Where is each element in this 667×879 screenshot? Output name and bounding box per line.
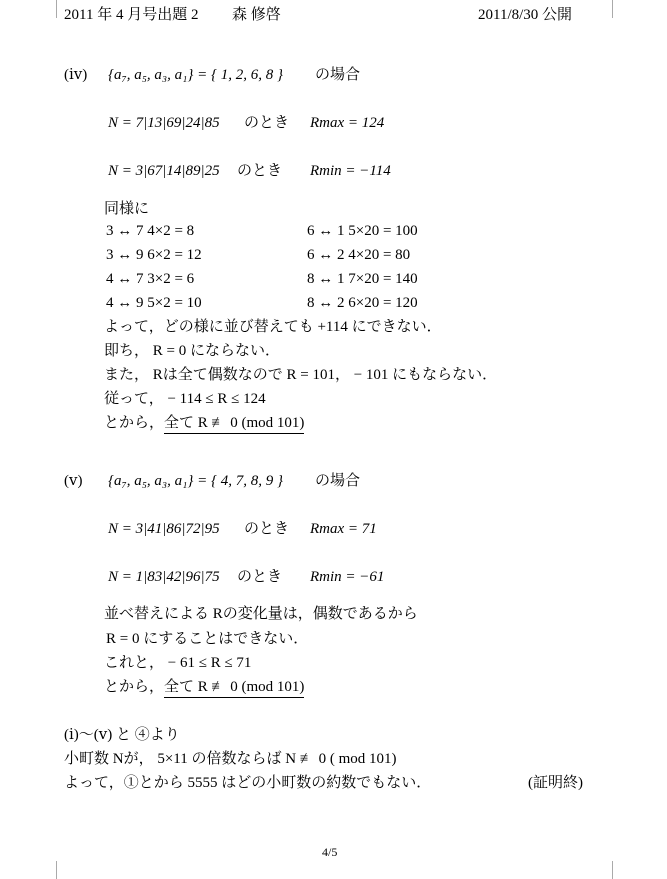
header-left: 2011 年 4 月号出題 2	[64, 7, 199, 23]
case4-conclusion-underlined: 全て R ≢ 0 (mod 101)	[164, 415, 304, 434]
case4-text-3: また， Rは全て偶数なので R = 101， − 101 にもならない．	[104, 367, 498, 383]
case4-swap-left-2: 3 ↔ 9 6×2 = 12	[106, 247, 202, 263]
case5-max-condition: のとき	[244, 521, 290, 537]
case5-min-r: Rmin = −61	[310, 569, 385, 585]
case4-set-suffix: の場合	[315, 67, 361, 83]
case4-min-n: N = 3|67|14|89|25	[108, 163, 220, 179]
case4-min-r: Rmin = −114	[310, 163, 391, 179]
case4-text-4: 従って， − 114 ≤ R ≤ 124	[104, 391, 266, 407]
header-right: 2011/8/30 公開	[478, 7, 573, 23]
case5-text-3: これと， − 61 ≤ R ≤ 71	[104, 655, 252, 671]
case4-swap-left-1: 3 ↔ 7 4×2 = 8	[106, 223, 195, 239]
case5-min-condition: のとき	[237, 569, 283, 585]
case5-max-n: N = 3|41|86|72|95	[108, 521, 220, 537]
final-line-2: 小町数 Nが， 5×11 の倍数ならば N ≢ 0 ( mod 101)	[64, 751, 397, 767]
case4-max-condition: のとき	[244, 115, 290, 131]
crop-mark-bottom-left	[38, 861, 57, 879]
case4-label: (ⅳ)	[64, 67, 88, 83]
case5-min-n: N = 1|83|42|96|75	[108, 569, 220, 585]
case5-conclusion	[104, 680, 304, 695]
crop-mark-top-right	[612, 0, 631, 18]
case5-text-2: R = 0 にすることはできない．	[106, 631, 309, 647]
case4-swap-left-3: 4 ↔ 7 3×2 = 6	[106, 271, 195, 287]
case5-max-r: Rmax = 71	[310, 521, 377, 537]
case4-min-condition: のとき	[237, 163, 283, 179]
case4-text-2: 即ち， R = 0 にならない．	[104, 343, 280, 359]
page-number: 4/5	[322, 845, 338, 859]
case4-same-label: 同様に	[104, 201, 150, 217]
crop-mark-bottom-right	[612, 861, 631, 879]
crop-mark-top-left	[38, 0, 57, 18]
case4-conclusion-prefix: とから，	[104, 415, 165, 431]
case5-text-1: 並べ替えによる Rの変化量は，偶数であるから	[104, 606, 418, 622]
case4-swap-right-2: 6 ↔ 2 4×20 = 80	[307, 247, 411, 263]
final-line-3: よって，①とから 5555 はどの小町数の約数でもない．	[64, 775, 432, 791]
case5-conclusion-underlined: 全て R ≢ 0 (mod 101)	[164, 679, 304, 698]
case5-conclusion-prefix: とから，	[104, 679, 165, 695]
case4-swap-left-4: 4 ↔ 9 5×2 = 10	[106, 295, 202, 311]
qed-mark: (証明終)	[528, 775, 583, 791]
case5-set-expression: {a₇, a₅, a₃, a₁} = { 4, 7, 8, 9 }	[108, 473, 283, 489]
case4-swap-right-4: 8 ↔ 2 6×20 = 120	[307, 295, 418, 311]
case5-set-suffix: の場合	[315, 473, 361, 489]
case4-conclusion	[104, 416, 304, 431]
header-author: 森 修啓	[232, 7, 281, 23]
case4-max-n: N = 7|13|69|24|85	[108, 115, 220, 131]
case5-label: (ⅴ)	[64, 473, 83, 489]
case4-text-1: よって，どの様に並び替えても +114 にできない．	[104, 319, 442, 335]
case4-swap-right-3: 8 ↔ 1 7×20 = 140	[307, 271, 418, 287]
case4-set-expression: {a₇, a₅, a₃, a₁} = { 1, 2, 6, 8 }	[108, 67, 283, 83]
case4-swap-right-1: 6 ↔ 1 5×20 = 100	[307, 223, 418, 239]
case4-max-r: Rmax = 124	[310, 115, 385, 131]
final-line-1: (ⅰ)〜(ⅴ) と ④より	[64, 727, 180, 743]
